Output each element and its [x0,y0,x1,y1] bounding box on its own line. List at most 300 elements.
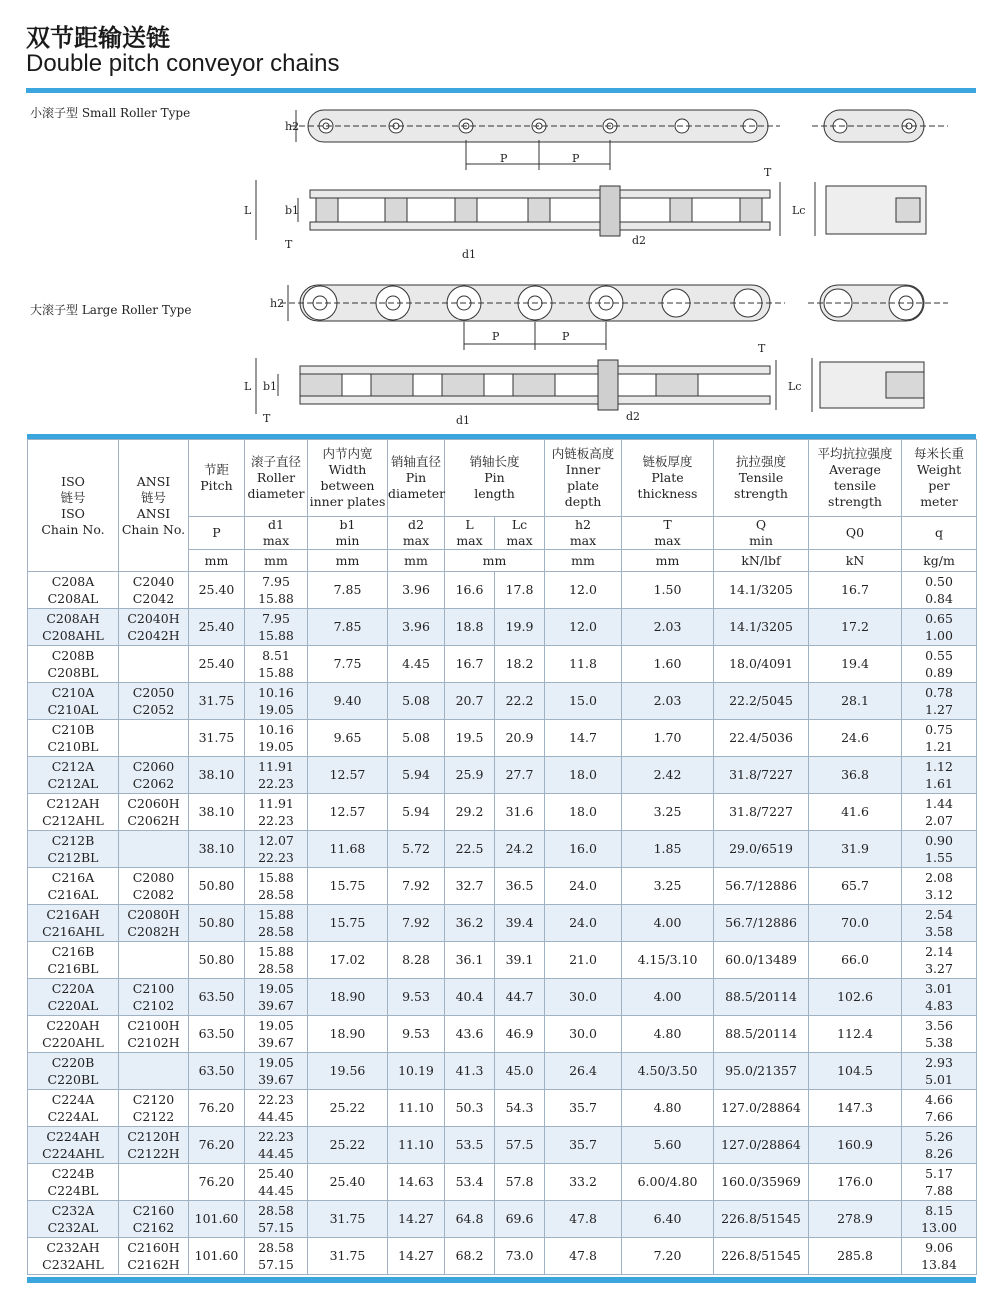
cell-iso [28,979,119,1016]
sym-t: T max [622,517,714,550]
cell-w-line: 3.01 [925,981,953,996]
cell-q: 95.0/21357 [714,1053,809,1090]
dim-p-large-2: P [562,330,570,343]
cell-q0: 112.4 [809,1016,902,1053]
cell-ansi-line: C2060 [132,759,175,774]
cell-d1-line: 7.95 [262,611,290,626]
cell-p: 31.75 [189,720,245,757]
cell-ansi [119,979,189,1016]
page-title-en: Double pitch conveyor chains [26,50,340,77]
cell-d2: 3.96 [388,609,445,646]
cell-ansi-line: C2160 [132,1203,175,1218]
cell-l: 41.3 [445,1053,495,1090]
cell-iso [28,1127,119,1164]
cell-p: 101.60 [189,1238,245,1275]
dim-d2-small: d2 [632,234,647,247]
cell-ansi [119,1016,189,1053]
cell-q0: 278.9 [809,1201,902,1238]
cell-p: 25.40 [189,646,245,683]
cell-d1-line: 7.95 [262,574,290,589]
cell-iso-line: C208AL [47,591,99,606]
cell-ansi-line: C2082 [132,887,175,902]
cell-d1 [245,609,308,646]
cell-w-line: 1.00 [925,628,953,643]
cell-w [902,1016,977,1053]
cell-ansi-line: C2122H [127,1146,180,1161]
cell-iso-line: C216AH [46,907,100,922]
cell-ansi-line: C2052 [132,702,175,717]
cell-iso-line: C220AHL [42,1035,104,1050]
sym-q: Q min [714,517,809,550]
cell-w-line: 2.14 [925,944,953,959]
cell-d1-line: 22.23 [258,813,294,828]
unit-pin-len: mm [445,550,545,572]
cell-iso-line: C216B [51,944,95,959]
cell-w-line: 0.50 [925,574,953,589]
cell-lc: 54.3 [495,1090,545,1127]
cell-l: 19.5 [445,720,495,757]
cell-d1 [245,794,308,831]
cell-lc: 44.7 [495,979,545,1016]
small-top-view [256,180,926,240]
cell-q0: 36.8 [809,757,902,794]
cell-q: 56.7/12886 [714,868,809,905]
dim-t-large: T [263,412,271,425]
cell-iso [28,831,119,868]
cell-p: 25.40 [189,609,245,646]
cell-w-line: 2.08 [925,870,953,885]
cell-t: 4.15/3.10 [622,942,714,979]
col-weight: 每米长重 Weight per meter [902,440,977,517]
cell-t: 4.50/3.50 [622,1053,714,1090]
cell-iso-line: C224B [51,1166,95,1181]
cell-ansi [119,683,189,720]
cell-iso-line: C220B [51,1055,95,1070]
cell-d1-line: 44.45 [258,1183,294,1198]
cell-d2: 5.72 [388,831,445,868]
cell-w [902,1053,977,1090]
cell-ansi-line: C2082H [127,924,180,939]
cell-q0: 16.7 [809,572,902,609]
cell-ansi-line: C2080 [132,870,175,885]
cell-d1-line: 25.40 [258,1166,294,1181]
cell-w-line: 7.88 [925,1183,953,1198]
cell-t: 6.00/4.80 [622,1164,714,1201]
cell-q0: 24.6 [809,720,902,757]
cell-d1 [245,757,308,794]
col-ansi: ANSI 链号 ANSI Chain No. [119,440,189,572]
small-roller-type-label: 小滚子型 Small Roller Type [30,106,191,120]
dim-d2-large: d2 [626,410,641,423]
cell-iso-line: C220AH [46,1018,100,1033]
cell-w-line: 0.84 [925,591,953,606]
unit-q0: kN [809,550,902,572]
cell-ansi [119,1053,189,1090]
cell-d2: 14.63 [388,1164,445,1201]
cell-b1: 9.65 [308,720,388,757]
table-row [28,868,977,905]
cell-q: 22.4/5036 [714,720,809,757]
cell-h2: 47.8 [545,1238,622,1275]
cell-w-line: 2.93 [925,1055,953,1070]
spec-table-wrapper [27,434,976,1283]
cell-q0: 19.4 [809,646,902,683]
table-row [28,1127,977,1164]
cell-lc: 27.7 [495,757,545,794]
cell-q: 226.8/51545 [714,1238,809,1275]
cell-w [902,683,977,720]
cell-ansi [119,1090,189,1127]
cell-ansi [119,905,189,942]
cell-t: 2.03 [622,683,714,720]
cell-d1 [245,720,308,757]
cell-h2: 24.0 [545,905,622,942]
cell-lc: 20.9 [495,720,545,757]
cell-q: 22.2/5045 [714,683,809,720]
cell-ansi-line: C2040 [132,574,175,589]
cell-w [902,1201,977,1238]
cell-lc: 46.9 [495,1016,545,1053]
cell-iso [28,646,119,683]
cell-d1 [245,646,308,683]
cell-p: 63.50 [189,1053,245,1090]
table-row [28,942,977,979]
cell-b1: 7.75 [308,646,388,683]
cell-w-line: 0.89 [925,665,953,680]
cell-iso-line: C224AHL [42,1146,104,1161]
cell-h2: 24.0 [545,868,622,905]
cell-iso-line: C224BL [47,1183,99,1198]
cell-iso-line: C210AL [47,702,99,717]
cell-d1 [245,1238,308,1275]
cell-ansi-line: C2102H [127,1035,180,1050]
cell-b1: 25.40 [308,1164,388,1201]
cell-iso [28,868,119,905]
cell-t: 3.25 [622,868,714,905]
cell-iso [28,1053,119,1090]
cell-d1-line: 19.05 [258,702,294,717]
cell-q0: 147.3 [809,1090,902,1127]
cell-p: 38.10 [189,831,245,868]
cell-t: 1.85 [622,831,714,868]
table-row [28,609,977,646]
large-side-view [280,285,785,350]
col-pin-len: 销轴长度 Pin length [445,440,545,517]
cell-ansi-line: C2080H [127,907,180,922]
cell-lc: 73.0 [495,1238,545,1275]
cell-q: 18.0/4091 [714,646,809,683]
cell-h2: 47.8 [545,1201,622,1238]
cell-b1: 12.57 [308,794,388,831]
cell-d2: 5.94 [388,794,445,831]
cell-t: 2.42 [622,757,714,794]
cell-d2: 11.10 [388,1127,445,1164]
large-top-view [256,358,924,414]
cell-d1-line: 15.88 [258,944,294,959]
cell-p: 31.75 [189,683,245,720]
cell-ansi-line: C2042H [127,628,180,643]
table-row [28,794,977,831]
sym-d1: d1 max [245,517,308,550]
cell-q: 31.8/7227 [714,794,809,831]
cell-ansi-line: C2162H [127,1257,180,1272]
cell-b1: 25.22 [308,1090,388,1127]
cell-ansi-line: C2042 [132,591,175,606]
cell-w [902,1127,977,1164]
cell-b1: 18.90 [308,1016,388,1053]
cell-iso [28,1201,119,1238]
cell-d1-line: 28.58 [258,887,294,902]
table-row [28,1016,977,1053]
cell-w [902,942,977,979]
cell-w-line: 3.58 [925,924,953,939]
cell-t: 4.80 [622,1090,714,1127]
cell-p: 63.50 [189,979,245,1016]
cell-d1-line: 28.58 [258,924,294,939]
cell-iso-line: C210BL [47,739,99,754]
cell-h2: 33.2 [545,1164,622,1201]
cell-q0: 41.6 [809,794,902,831]
cell-b1: 31.75 [308,1201,388,1238]
cell-d1 [245,831,308,868]
table-row [28,905,977,942]
cell-l: 29.2 [445,794,495,831]
cell-l: 16.6 [445,572,495,609]
cell-b1: 19.56 [308,1053,388,1090]
sym-b1: b1 min [308,517,388,550]
cell-d2: 5.94 [388,757,445,794]
cell-q0: 176.0 [809,1164,902,1201]
cell-l: 68.2 [445,1238,495,1275]
dim-d1-small: d1 [462,248,477,261]
cell-l: 40.4 [445,979,495,1016]
cell-d1-line: 12.07 [258,833,294,848]
cell-d1-line: 15.88 [258,870,294,885]
table-row [28,683,977,720]
cell-w-line: 3.56 [925,1018,953,1033]
cell-w-line: 1.44 [925,796,953,811]
sym-lc: Lc max [495,517,545,550]
cell-h2: 21.0 [545,942,622,979]
table-row [28,1090,977,1127]
cell-iso [28,794,119,831]
cell-ansi [119,1238,189,1275]
cell-w-line: 4.66 [925,1092,953,1107]
small-side-view [290,110,780,170]
table-row [28,831,977,868]
cell-t: 1.60 [622,646,714,683]
cell-d1 [245,942,308,979]
cell-ansi-line: C2160H [127,1240,180,1255]
cell-t: 5.60 [622,1127,714,1164]
cell-h2: 30.0 [545,979,622,1016]
table-row [28,1164,977,1201]
cell-d2: 5.08 [388,683,445,720]
dim-lc-small: Lc [792,204,806,217]
cell-lc: 45.0 [495,1053,545,1090]
cell-w [902,979,977,1016]
cell-w-line: 0.75 [925,722,953,737]
cell-lc: 36.5 [495,868,545,905]
unit-t: mm [622,550,714,572]
cell-w [902,905,977,942]
cell-w-line: 0.65 [925,611,953,626]
cell-lc: 24.2 [495,831,545,868]
cell-ansi [119,720,189,757]
cell-d1 [245,868,308,905]
cell-iso [28,905,119,942]
cell-iso-line: C220A [51,981,95,996]
cell-w-line: 8.26 [925,1146,953,1161]
cell-ansi [119,794,189,831]
cell-d1-line: 15.88 [258,628,294,643]
col-plate-depth: 内链板高度 Inner plate depth [545,440,622,517]
cell-ansi-line: C2062H [127,813,180,828]
cell-d2: 7.92 [388,905,445,942]
cell-ansi-line: C2120 [132,1092,175,1107]
cell-b1: 11.68 [308,831,388,868]
cell-d2: 5.08 [388,720,445,757]
cell-q: 160.0/35969 [714,1164,809,1201]
cell-lc: 31.6 [495,794,545,831]
cell-iso-line: C212BL [47,850,99,865]
cell-h2: 12.0 [545,609,622,646]
dim-b1-small: b1 [285,204,300,217]
cell-ansi [119,942,189,979]
cell-h2: 30.0 [545,1016,622,1053]
dim-t-large-top: T [758,342,766,355]
cell-h2: 35.7 [545,1127,622,1164]
small-end-view [812,110,948,142]
cell-d1-line: 39.67 [258,998,294,1013]
dim-p-small-2: P [572,152,580,165]
cell-t: 4.00 [622,979,714,1016]
cell-w-line: 3.12 [925,887,953,902]
cell-w [902,646,977,683]
cell-h2: 12.0 [545,572,622,609]
cell-h2: 16.0 [545,831,622,868]
cell-t: 4.80 [622,1016,714,1053]
cell-ansi [119,868,189,905]
cell-w [902,1164,977,1201]
cell-iso [28,609,119,646]
cell-t: 4.00 [622,905,714,942]
dim-p-large-1: P [492,330,500,343]
cell-iso-line: C208AH [46,611,100,626]
cell-q0: 31.9 [809,831,902,868]
cell-d1-line: 19.05 [258,1055,294,1070]
page-title-cn: 双节距输送链 [26,24,170,52]
cell-h2: 18.0 [545,794,622,831]
cell-h2: 11.8 [545,646,622,683]
cell-d2: 14.27 [388,1201,445,1238]
cell-q: 14.1/3205 [714,572,809,609]
cell-w-line: 5.01 [925,1072,953,1087]
dim-h2-large: h2 [270,297,285,310]
table-row [28,1238,977,1275]
cell-lc: 39.1 [495,942,545,979]
cell-b1: 7.85 [308,609,388,646]
table-row [28,979,977,1016]
cell-b1: 17.02 [308,942,388,979]
cell-ansi-line: C2050 [132,685,175,700]
cell-q0: 66.0 [809,942,902,979]
sym-l: L max [445,517,495,550]
cell-q0: 28.1 [809,683,902,720]
cell-q0: 102.6 [809,979,902,1016]
cell-lc: 69.6 [495,1201,545,1238]
spec-table-body [28,572,977,1275]
cell-w [902,1238,977,1275]
cell-iso-line: C216AL [47,887,99,902]
cell-l: 16.7 [445,646,495,683]
cell-p: 76.20 [189,1127,245,1164]
cell-b1: 7.85 [308,572,388,609]
cell-d1 [245,1053,308,1090]
cell-d2: 9.53 [388,979,445,1016]
cell-h2: 18.0 [545,757,622,794]
cell-b1: 25.22 [308,1127,388,1164]
dim-b1-large: b1 [263,380,278,393]
cell-d1-line: 19.05 [258,1018,294,1033]
cell-lc: 19.9 [495,609,545,646]
cell-d2: 4.45 [388,646,445,683]
cell-q: 14.1/3205 [714,609,809,646]
cell-d2: 10.19 [388,1053,445,1090]
cell-iso-line: C212AH [46,796,100,811]
cell-iso [28,757,119,794]
cell-ansi [119,1201,189,1238]
chain-drawings [0,0,1000,430]
cell-ansi [119,1164,189,1201]
cell-lc: 57.5 [495,1127,545,1164]
table-row [28,757,977,794]
cell-iso-line: C232AHL [42,1257,104,1272]
unit-q: kN/lbf [714,550,809,572]
cell-d2: 14.27 [388,1238,445,1275]
cell-b1: 12.57 [308,757,388,794]
cell-q0: 17.2 [809,609,902,646]
table-row [28,572,977,609]
cell-iso [28,1016,119,1053]
cell-lc: 22.2 [495,683,545,720]
dim-d1-large: d1 [456,414,471,427]
unit-p: mm [189,550,245,572]
cell-b1: 9.40 [308,683,388,720]
cell-d1-line: 28.58 [258,1240,294,1255]
cell-h2: 26.4 [545,1053,622,1090]
cell-d1-line: 28.58 [258,1203,294,1218]
cell-ansi-line: C2040H [127,611,180,626]
cell-l: 36.1 [445,942,495,979]
cell-d1-line: 10.16 [258,722,294,737]
sym-q0: Q0 [809,517,902,550]
cell-l: 36.2 [445,905,495,942]
cell-lc: 57.8 [495,1164,545,1201]
large-roller-type-label: 大滚子型 Large Roller Type [30,303,192,317]
cell-w-line: 1.21 [925,739,953,754]
table-row [28,1201,977,1238]
cell-ansi-line: C2102 [132,998,175,1013]
cell-w-line: 13.00 [921,1220,957,1235]
cell-iso-line: C224AL [47,1109,99,1124]
cell-t: 7.20 [622,1238,714,1275]
cell-q: 60.0/13489 [714,942,809,979]
cell-t: 1.50 [622,572,714,609]
cell-h2: 14.7 [545,720,622,757]
cell-iso [28,942,119,979]
cell-p: 50.80 [189,905,245,942]
